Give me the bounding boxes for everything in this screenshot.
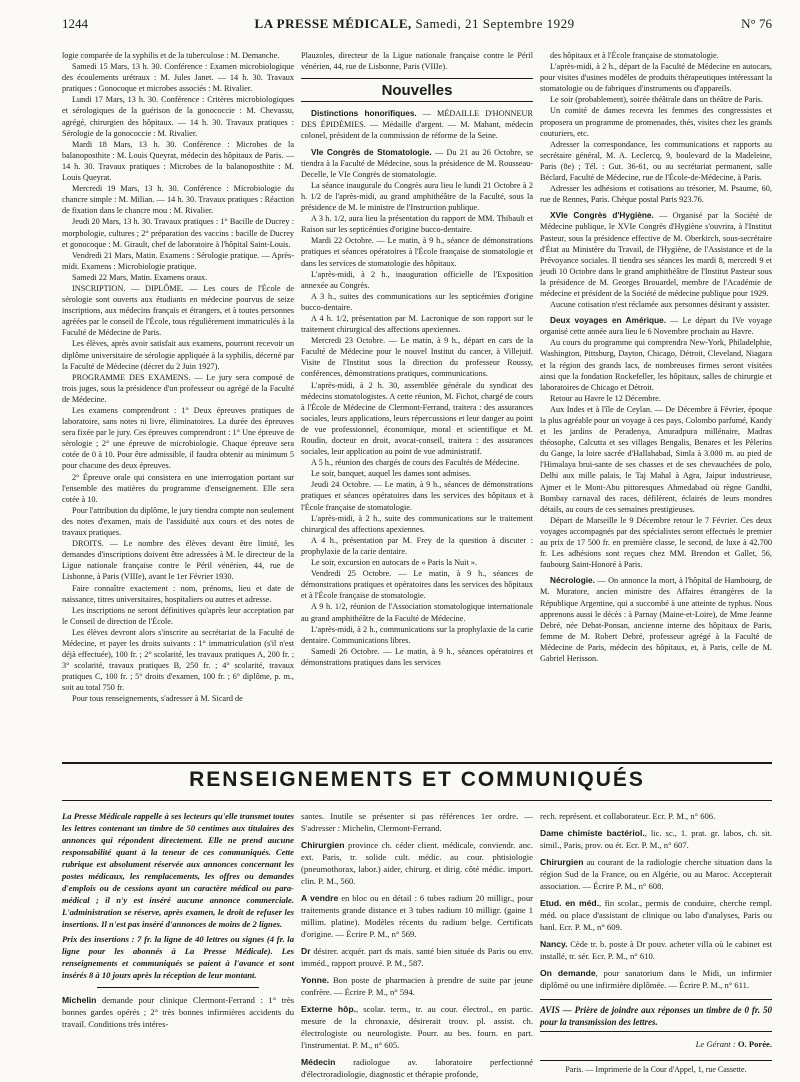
paragraph: Les élèves, après avoir satisfait aux examens, pourront recevoir un diplôme universitaire de sérologie appliquée à la syphilis, décerné par la Faculté de Médecine (décret du 2 Juin 1927). bbox=[62, 339, 294, 371]
item-text: , scolar. term., tr. au cour. électrol., en partic. mesure de la chronaxie, désirerait trouv. pl. assist. ch. électrologiste ou neurologiste. Pourr. au bes. fourn. en part. l'instrumentat. P. M., n° 605. bbox=[301, 1004, 533, 1050]
item-text: , fin scolar., permis de conduire, cherche rempl. méd. ou place d'assistant de clinique ou labo d'analyses, Paris ou banl. Ecr. P. M., n° 609. bbox=[540, 898, 772, 932]
paragraph bbox=[301, 180, 533, 213]
paragraph: Samedi 22 Mars, Matin. Examens oraux. bbox=[72, 272, 208, 282]
paragraph: Les inscriptions ne seront définitives qu'après leur acceptation par le Conseil de direction de l'École. bbox=[62, 605, 294, 626]
classified-column-right bbox=[540, 810, 772, 1072]
item-heading: Deux voyages en Amérique. bbox=[550, 316, 666, 326]
paragraph bbox=[540, 61, 772, 94]
news-item bbox=[540, 315, 772, 337]
paragraph bbox=[301, 601, 533, 623]
paragraph: Jeudi 20 Mars, 13 h. 30. Travaux pratiques : 1° Bacille de Ducrey : morphologie, cultures ; 2° préparation des vaccins : bacille de Ducrey et gonocoque : M. Girault, chef de laboratoire à l'hôpital Saint-Louis. bbox=[62, 217, 294, 249]
gerant-label: Le Gérant : bbox=[695, 1039, 736, 1049]
paragraph: Mercredi 19 Mars, 13 h. 30. Conférence : Microbiologie du chancre simple : M. Milian. — 14 h. 30. Travaux pratiques : Réaction de fixation dans le chancre mou : M. Rivalier. bbox=[62, 184, 294, 216]
item-heading: VIe Congrès de Stomatologie. bbox=[311, 147, 432, 157]
item-text: A 5 h., réunion des chargés de cours des Facultés de Médecine. bbox=[311, 458, 520, 468]
item-text: des hôpitaux et à l'École française de stomatologie. bbox=[550, 51, 719, 60]
paragraph bbox=[540, 810, 772, 822]
item-text: Le soir, banquet, auquel les dames sont admises. bbox=[311, 469, 472, 479]
item-text: Aux Indes et à l'île de Ceylan. — De Décembre à Février, époque la plus agréable pour un voyage à ces pays, Colombo parfumé, Kandy et les jardins de Peradenya, Anuradpura millénaire, Madras théosophe, Calcutta et ses villages Bengalis, Benares et les Pèlerins du Gange, la loire sacrée d'Hallahabad, Simla à 3.000 m. au pied de l'Himalaya brui-sante de ses chasses et de ses chevauchées de polo, Delhi aux mille palais, le Taj Mahal à Agra, Jaipur industrieuse, Ajmer et le Mont-Abu pittoresques Ahmedabad où règne Gandhi, Bombay carnaval des races, défilèrent, éclairés de leurs mondres détails, au cours de ces semaines prestigieuses. bbox=[540, 404, 772, 514]
paragraph: Pour l'attribution du diplôme, le jury tiendra compte non seulement des notes d'examen, mais de l'assiduité aux cours et des notes de travaux pratiques. bbox=[62, 505, 294, 538]
divider bbox=[301, 101, 533, 102]
item-text: — Organisé par la Société de Médecine publique, le XVIe Congrès d'Hygiène s'ouvrira, à l'Institut Pasteur, sous la présidence effective de M. Oberkirch, sous-secrétaire d'État au Ministère du Travail, de l'Hygiène, de l'Assistance et de la Prévoyance sociales. Il tiendra ses séances les mardi 8, mercredi 9 et jeudi 10 Octobre dans le grand amphithéâtre de l'Institut Pasteur sous la présidence de M. Georges Brouardel, membre de l'Académie de médecine et président de la Société de médecine publique pour 1929. bbox=[540, 211, 772, 298]
news-item bbox=[301, 1056, 533, 1080]
item-text: La séance inaugurale du Congrès aura lieu le lundi 21 Octobre à 2 h. 1/2 de l'après-midi, au grand amphithéâtre de la Faculté, sous la présidence de M. le ministre de l'Instruction publique. bbox=[301, 180, 533, 213]
notice-text: rappelle à ses lecteurs qu'elle transmet toutes les lettres contenant un timbre de 50 centimes aux titulaires des annonces qui répondent directement. Elle ne prend aucune responsabilité quant à la teneur de ces communiqués. Cette rubrique est absolument réservée aux annonces concernant les postes médicaux, les remplacements, les offres ou demandes d'emplois ou de cessions ayant un caractère médical ou para-médical ; il n'y est inséré aucune annonce commerciale. L'administration se réserve, après examen, le droit de refuser les insertions. Il n'est pas inséré d'annonces de moins de 2 lignes. bbox=[62, 811, 294, 929]
column-left bbox=[62, 50, 294, 755]
item-text: L'après-midi, à 2 h., inauguration officielle de l'Exposition annexée au Congrès. bbox=[301, 269, 533, 290]
item-text: Cède tr. b. poste à Dr pouv. acheter villa où le cabinet est installé, tr. sér. Ecr. P. M., n° 610. bbox=[540, 939, 772, 961]
news-item bbox=[301, 108, 533, 141]
newspaper-page bbox=[18, 0, 790, 1082]
item-text: L'après-midi, à 2 h., départ de la Faculté de Médecine en autocars, pour visites d'usines modèles de produits thérapeutiques intéressant la stomatologie ou de fabriques d'instruments ou d'appareils. bbox=[540, 62, 772, 94]
item-text: Au cours du programme qui comprendra New-York, Philadelphie, Washington, Pittsburg, Dayton, Chicago, Détroit, Cleveland, Niagara et la région des grands lacs, de nombreuses firmes seront visitées ainsi que la fondation Rockefeller, les hôpitaux, salles de chirurgie et laboratoires de Chicago et Détroit. bbox=[540, 338, 772, 392]
item-text: — Du 21 au 26 Octobre, se tiendra à la Faculté de Médecine, sous la présidence de M. Rousseau-Decelle, le VIe Congrès de stomatologie. bbox=[301, 147, 533, 179]
section-divider bbox=[62, 800, 772, 801]
paragraph bbox=[301, 557, 533, 568]
paragraph: logie comparée de la syphilis et de la tuberculose : M. Demanche. bbox=[62, 51, 280, 60]
item-text: santes. Inutile se présenter si pas références 1er ordre. — S'adresser : Michelin, Clermont-Ferrand. bbox=[301, 811, 533, 833]
news-item bbox=[540, 938, 772, 962]
paragraph bbox=[301, 479, 533, 512]
notice-paragraph bbox=[62, 810, 294, 930]
paragraph: DROITS. — Le nombre des élèves devant être limité, les demandes d'inscriptions doivent être adressées à M. le directeur de la Ligue nationale française contre le Péril vénérien, 44, rue de Lisbonne, à Paris (VIIIe), avant le 1er Février 1930. bbox=[62, 539, 294, 582]
column-continuation: Plauzoles, directeur de la Ligue nationale française contre le Péril vénérien, 44, rue de Lisbonne, Paris (VIIIe). bbox=[301, 51, 533, 72]
paragraph bbox=[301, 213, 533, 235]
gerant-line bbox=[540, 1038, 772, 1050]
paragraph bbox=[540, 94, 772, 105]
paragraph bbox=[540, 50, 772, 61]
item-text: province ch. céder client. médicale, conviendr. anc. ext. Paris, tr. solide cult. médic. au cour. phtisiologie (pneumothorax, labor.) aider, chirurg. et dirig. côté médic. import. clin. P. M., 560. bbox=[301, 840, 533, 886]
avis-notice: AVIS — Prière de joindre aux réponses un timbre de 0 fr. 50 pour la transmission des lettres. bbox=[540, 999, 772, 1032]
paragraph: Vendredi 21 Mars, Matin. Examens : Sérologie pratique. — Après-midi. Examens : Microbiologie pratique. bbox=[62, 250, 294, 271]
item-text: Le soir (probablement), soirée théâtrale dans un théâtre de Paris. bbox=[550, 95, 763, 105]
paragraph bbox=[540, 515, 772, 570]
news-item bbox=[540, 897, 772, 933]
item-text: Retour au Havre le 12 Décembre. bbox=[550, 393, 661, 403]
item-text: Mercredi 23 Octobre. — Le matin, à 9 h., départ en cars de la Faculté de Médecine pour le nouvel Institut du cancer, à Villejuif. Visite de l'Institut sous la direction du professeur Roussy, conférences, démonstrations pratiques, communications. bbox=[301, 336, 533, 379]
classified-ads bbox=[540, 810, 772, 991]
paragraph bbox=[301, 468, 533, 479]
issue-date: Samedi, 21 Septembre 1929 bbox=[415, 16, 575, 31]
paragraph: Les élèves devront alors s'inscrire au secrétariat de la Faculté de Médecine, et payer les droits suivants : 1° immatriculation (s'il n'est déjà effectuée), 100 fr. ; 2° scolarité, les travaux pratiques A, 200 fr. ; 3° scolarité, travaux pratiques B, 250 fr. ; 4° scolarité, travaux pratiques C, 100 fr. ; 5° droits d'examen, 100 fr. ; 6° diplôme, p. m., soit au total 750 fr. bbox=[62, 627, 294, 693]
news-item bbox=[540, 575, 772, 664]
news-item bbox=[540, 856, 772, 892]
item-text: L'après-midi, à 2 h. 30, assemblée générale du syndicat des médecins stomatologistes. A cette réunion, M. Fichot, chargé de cours à l'École de Médecine de Clermont-Ferrand, traitera : des assurances sociales, leurs applications, leurs répercussions et leur danger au point de vue professionnel, économique, moral et scientifique et M. Roudin, docteur en droit, avocat-conseil, traitera : des assurances sociales, leur application au point de vue administratif. bbox=[301, 380, 533, 457]
paragraph bbox=[301, 810, 533, 834]
paragraph bbox=[540, 183, 772, 205]
item-heading: A vendre bbox=[301, 893, 339, 903]
running-header bbox=[62, 16, 772, 36]
item-heading: Médecin bbox=[301, 1057, 336, 1067]
printer-line: Paris. — Imprimerie de la Cour d'Appel, 1, rue Cassette. bbox=[540, 1060, 772, 1076]
paragraph bbox=[301, 646, 533, 668]
paragraph bbox=[540, 105, 772, 138]
column-right bbox=[540, 50, 772, 755]
journal-title bbox=[255, 16, 575, 32]
item-text: — Le départ du IVe voyage organisé cette année aura lieu le 6 Novembre prochain au Havre. bbox=[540, 316, 772, 337]
item-text: en bloc ou en détail : 6 tubes radium 20 milligr., pour traitements grande distance et 3 tubes radium 10 milligr. (gaine 1 millim. platine). Modèles récents du radium belge. Certificats d'origine. — Écrire P. M., n° 569. bbox=[301, 893, 533, 939]
section-divider bbox=[62, 762, 772, 764]
classified-column-left bbox=[62, 810, 294, 1072]
news-item bbox=[301, 147, 533, 180]
paragraph bbox=[301, 513, 533, 535]
paragraph bbox=[301, 335, 533, 379]
paragraph bbox=[301, 313, 533, 335]
news-item bbox=[301, 892, 533, 940]
item-text: Vendredi 25 Octobre. — Le matin, à 9 h., séances de démonstrations pratiques et opératoires dans les services des hôpitaux et à l'École française de stomatologie. bbox=[301, 569, 533, 601]
item-text: Un comité de dames recevra les femmes des congressistes et proposera un programme de promenades, thés, visites chez les grands couturiers, etc. bbox=[540, 106, 772, 138]
paragraph: PROGRAMME DES EXAMENS. — Le jury sera composé de trois juges, sous la présidence d'un professeur ou agrégé de la Faculté de Médecine. bbox=[62, 372, 294, 404]
paragraph bbox=[301, 269, 533, 291]
item-text: A 3 h., suites des communications sur les septicémies d'origine bucco-dentaire. bbox=[301, 291, 533, 312]
paragraph bbox=[540, 393, 772, 404]
item-text: — MÉDAILLE D'HONNEUR DES ÉPIDÉMIES. — Médaille d'argent. — M. Mahant, médecin colonel, président de la commission de réforme de la Seine. bbox=[301, 109, 533, 141]
item-text: Le soir, excursion en autocars de « Paris la Nuit ». bbox=[311, 558, 477, 568]
item-text: rech. représent. et collaborateur. Ecr. P. M., n° 606. bbox=[540, 811, 716, 821]
item-heading: Yonne. bbox=[301, 975, 330, 985]
item-text: Départ de Marseille le 9 Décembre retour le 7 Février. Ces deux voyages accompagnés par des spécialistes seront effectués le premier au prix de 17 500 fr. en première classe, le second, de luxe à 42.700 fr. Les adhésions sont reçues chez MM. Brendon et Gallet, 56, faubourg Saint-Honoré à Paris. bbox=[540, 515, 772, 570]
paragraph bbox=[540, 404, 772, 515]
item-heading: On demande bbox=[540, 968, 596, 978]
section-heading: Nouvelles bbox=[381, 82, 453, 100]
insertion-prices: Prix des insertions : 7 fr. la ligne de 40 lettres ou signes (4 fr. la ligne pour les abonnés à La Presse Médicale). Les renseignements et communiqués se paient à l'avance et sont insérés 8 à 10 jours après la réception de leur montant. bbox=[62, 934, 294, 980]
gerant-name: O. Porée. bbox=[737, 1039, 772, 1049]
journal-name: LA PRESSE MÉDICALE, bbox=[254, 16, 412, 31]
ad-lead: Michelin bbox=[62, 995, 97, 1005]
paragraph bbox=[301, 624, 533, 646]
paragraph: Samedi 15 Mars, 13 h. 30. Conférence : Examen microbiologique des écoulements urétraux : M. Jules Janet. — 14 h. 30. Travaux pratiques : Gonocoque et microbes associés : M. Rivalier. bbox=[62, 62, 294, 94]
item-text: Samedi 26 Octobre. — Le matin, à 9 h., séances opératoires et démonstrations pratiques dans les services bbox=[301, 646, 533, 667]
news-item bbox=[301, 974, 533, 998]
notice-lead: La Presse Médicale bbox=[62, 811, 132, 821]
item-text: désirer. acquér. part ds mais. santé bien située ds Paris ou env. imméd., rapport prouvé. P. M., 587. bbox=[301, 946, 533, 968]
paragraph: INSCRIPTION. — DIPLÔME. — Les cours de l'École de sérologie sont ouverts aux étudiants en médecine pourvus de seize inscriptions, aux médecins français et étrangers, et à toutes personnes agréées par le conseil de l'École, tous régulièrement immatriculés à la Faculté de Médecine de Paris. bbox=[62, 283, 294, 338]
item-heading: Dr bbox=[301, 946, 311, 956]
classified-ad bbox=[62, 994, 294, 1030]
paragraph: Pour tous renseignements, s'adresser à M. Sicard de bbox=[72, 694, 243, 704]
paragraph: Mardi 18 Mars, 13 h. 30. Conférence : Microbes de la balanoposthite : M. Louis Queyrat, médecin des hôpitaux de Paris. — 14 h. 30. Travaux pratiques : Microbes de la balanoposthite : M. Louis Queyrat. bbox=[62, 139, 294, 183]
news-items bbox=[301, 108, 533, 668]
ad-text: demande pour clinique Clermont-Ferrand : 1° très bonnes gardes opérés ; 2° très bonnes infirmières accidents du travail. Conditions très intéres- bbox=[62, 995, 294, 1029]
item-heading: Distinctions honorifiques. bbox=[311, 109, 417, 119]
item-heading: Dame chimiste bactériol. bbox=[540, 828, 645, 838]
section-banner: RENSEIGNEMENTS ET COMMUNIQUÉS bbox=[189, 768, 645, 791]
paragraph: 2° Épreuve orale qui consistera en une interrogation portant sur l'ensemble des matières du programme d'enseignement. Elle sera cotée à 10. bbox=[62, 472, 294, 504]
item-text: Jeudi 24 Octobre. — Le matin, à 9 h., séances de démonstrations pratiques et séances opératoires dans les services des hôpitaux et à l'École française de stomatologie. bbox=[301, 480, 533, 512]
item-text: au courant de la radiologie cherche situation dans la région Sud de la France, ou en Algérie, ou au Maroc. Accepterait association. — Écrire P. M., n° 608. bbox=[540, 857, 772, 891]
paragraph bbox=[301, 235, 533, 268]
item-heading: Etud. en méd. bbox=[540, 898, 599, 908]
item-heading: Externe hôp. bbox=[301, 1004, 356, 1014]
issue-number: N° 76 bbox=[741, 16, 772, 31]
paragraph: Les examens comprendront : 1° Deux épreuves pratiques de laboratoire, sans notes ni livre, éliminatoires. La durée des épreuves sera fixée par le jury. Ces épreuves comprendront : 1° Une épreuve de sérologie ; 2° une épreuve de microbiologie. Chaque épreuve sera cotée de 0 à 10. Pour être admissible, il faudra obtenir au minimum 5 pour chacune des deux épreuves. bbox=[62, 406, 294, 471]
item-text: L'après-midi, à 2 h., communications sur la prophylaxie de la carie dentaire. Communications libres. bbox=[301, 624, 533, 645]
item-heading: Nancy. bbox=[540, 939, 568, 949]
item-text: A 3 h. 1/2, aura lieu la présentation du rapport de MM. Thibault et Raison sur les septicémies d'origine bucco-dentaire. bbox=[301, 214, 533, 235]
item-text: radiologue av. laboratoire perfectionné d'électroradiologie, diagnostic et thérapie profonde, bbox=[301, 1057, 533, 1079]
paragraph bbox=[540, 139, 772, 183]
item-text: Aucune cotisation n'est réclamée aux personnes désirant y assister. bbox=[550, 300, 770, 310]
item-text: Mardi 22 Octobre. — Le matin, à 9 h., séance de démonstrations pratiques et séances opératoires à l'École française de stomatologie et dans les services de stomatologie des hôpitaux. bbox=[301, 236, 533, 268]
paragraph bbox=[301, 568, 533, 601]
item-text: Adresser la correspondance, les communications et rapports au secrétaire général, M. A. Leclercq, 9, boulevard de la Madeleine, Paris (8e) ; Tél. : Gut. 36-61, ou au secrétariat permanent, salle Béclard, Faculté de Médecine, rue de l'École-de-Médecine, à Paris. bbox=[540, 139, 772, 183]
paragraph bbox=[301, 291, 533, 313]
column-middle bbox=[301, 50, 533, 755]
page-number: 1244 bbox=[62, 16, 88, 31]
item-heading: Chirurgien bbox=[301, 840, 345, 850]
item-text: Adresser les adhésions et cotisations au trésorier, M. Psaume, 60, rue de Rennes, Paris. Chèque postal Paris 923.76. bbox=[540, 184, 772, 205]
news-item bbox=[301, 1003, 533, 1051]
item-text: A 9 h. 1/2, réunion de l'Association stomatologique internationale au grand amphithéâtre de la Faculté de Médecine. bbox=[301, 602, 533, 623]
paragraph bbox=[301, 380, 533, 458]
item-text: L'après-midi, à 2 h., suite des communications sur le traitement chirurgical des affections apexiennes. bbox=[301, 513, 533, 534]
item-text: Bon poste de pharmacien à prendre de suite par jeune confrère. — Écrire P. M., n° 594. bbox=[301, 975, 533, 997]
item-text: A 4 h. 1/2, présentation par M. Lacronique de son rapport sur le traitement chirurgical des affections apexiennes. bbox=[301, 313, 533, 335]
paragraph bbox=[540, 299, 772, 310]
paragraph: Lundi 17 Mars, 13 h. 30. Conférence : Critères microbiologiques et sérologiques de la guérison de la gonococcie : M. Chevassu, agrégé, chirurgien des hôpitaux. — 14 h. 30. Travaux pratiques : Sérologie de la gonococcie : M. Rivalier. bbox=[62, 95, 294, 138]
news-item bbox=[540, 967, 772, 991]
item-text: , lic. sc., 1. prat. gr. labos, ch. sit. simil., Paris, prov. ou ét. Ecr. P. M., n° 607. bbox=[540, 828, 772, 850]
item-text: A 4 h., présentation par M. Frey de la question à discuter : prophylaxie de la carie dentaire. bbox=[301, 535, 533, 556]
paragraph bbox=[301, 457, 533, 468]
news-item bbox=[540, 210, 772, 299]
news-item bbox=[301, 945, 533, 969]
item-text: — On annonce la mort, à l'hôpital de Hambourg, de M. Muratore, ancien ministre des Affaires étrangères de la République Argentine, qui a succombé à une atteinte de typhus. Nous apprenons aussi le décès : à Parnay (Maine-et-Loire), de Mme Jeanne Debré, née Debat-Ponsan, ancienne interne des hôpitaux de Paris, femme de M. Robert Debré, professeur agrégé à la Faculté de Médecine de Paris, médecin des hôpitaux, et, à Paris, celle de M. Gabriel Herisson. bbox=[540, 576, 772, 663]
item-heading: XVIe Congrès d'Hygiène. bbox=[550, 211, 654, 221]
item-heading: Nécrologie. bbox=[550, 576, 595, 586]
item-heading: Chirurgien bbox=[540, 857, 584, 867]
paragraph bbox=[540, 337, 772, 392]
paragraph: Faire connaître exactement : nom, prénoms, lieu et date de naissance, titres universitaires, hospitaliers ou autres et adresse. bbox=[62, 583, 294, 604]
item-text: , pour sanatorium dans le Midi, un infirmier diplômé ou une infirmière diplômée. — Écrire P. M., n° 611. bbox=[540, 968, 772, 990]
divider bbox=[97, 987, 259, 988]
news-item bbox=[301, 839, 533, 887]
lower-columns bbox=[62, 810, 772, 1079]
upper-columns bbox=[62, 50, 772, 755]
classified-column-middle bbox=[301, 810, 533, 1079]
news-item bbox=[540, 827, 772, 851]
paragraph bbox=[301, 535, 533, 557]
